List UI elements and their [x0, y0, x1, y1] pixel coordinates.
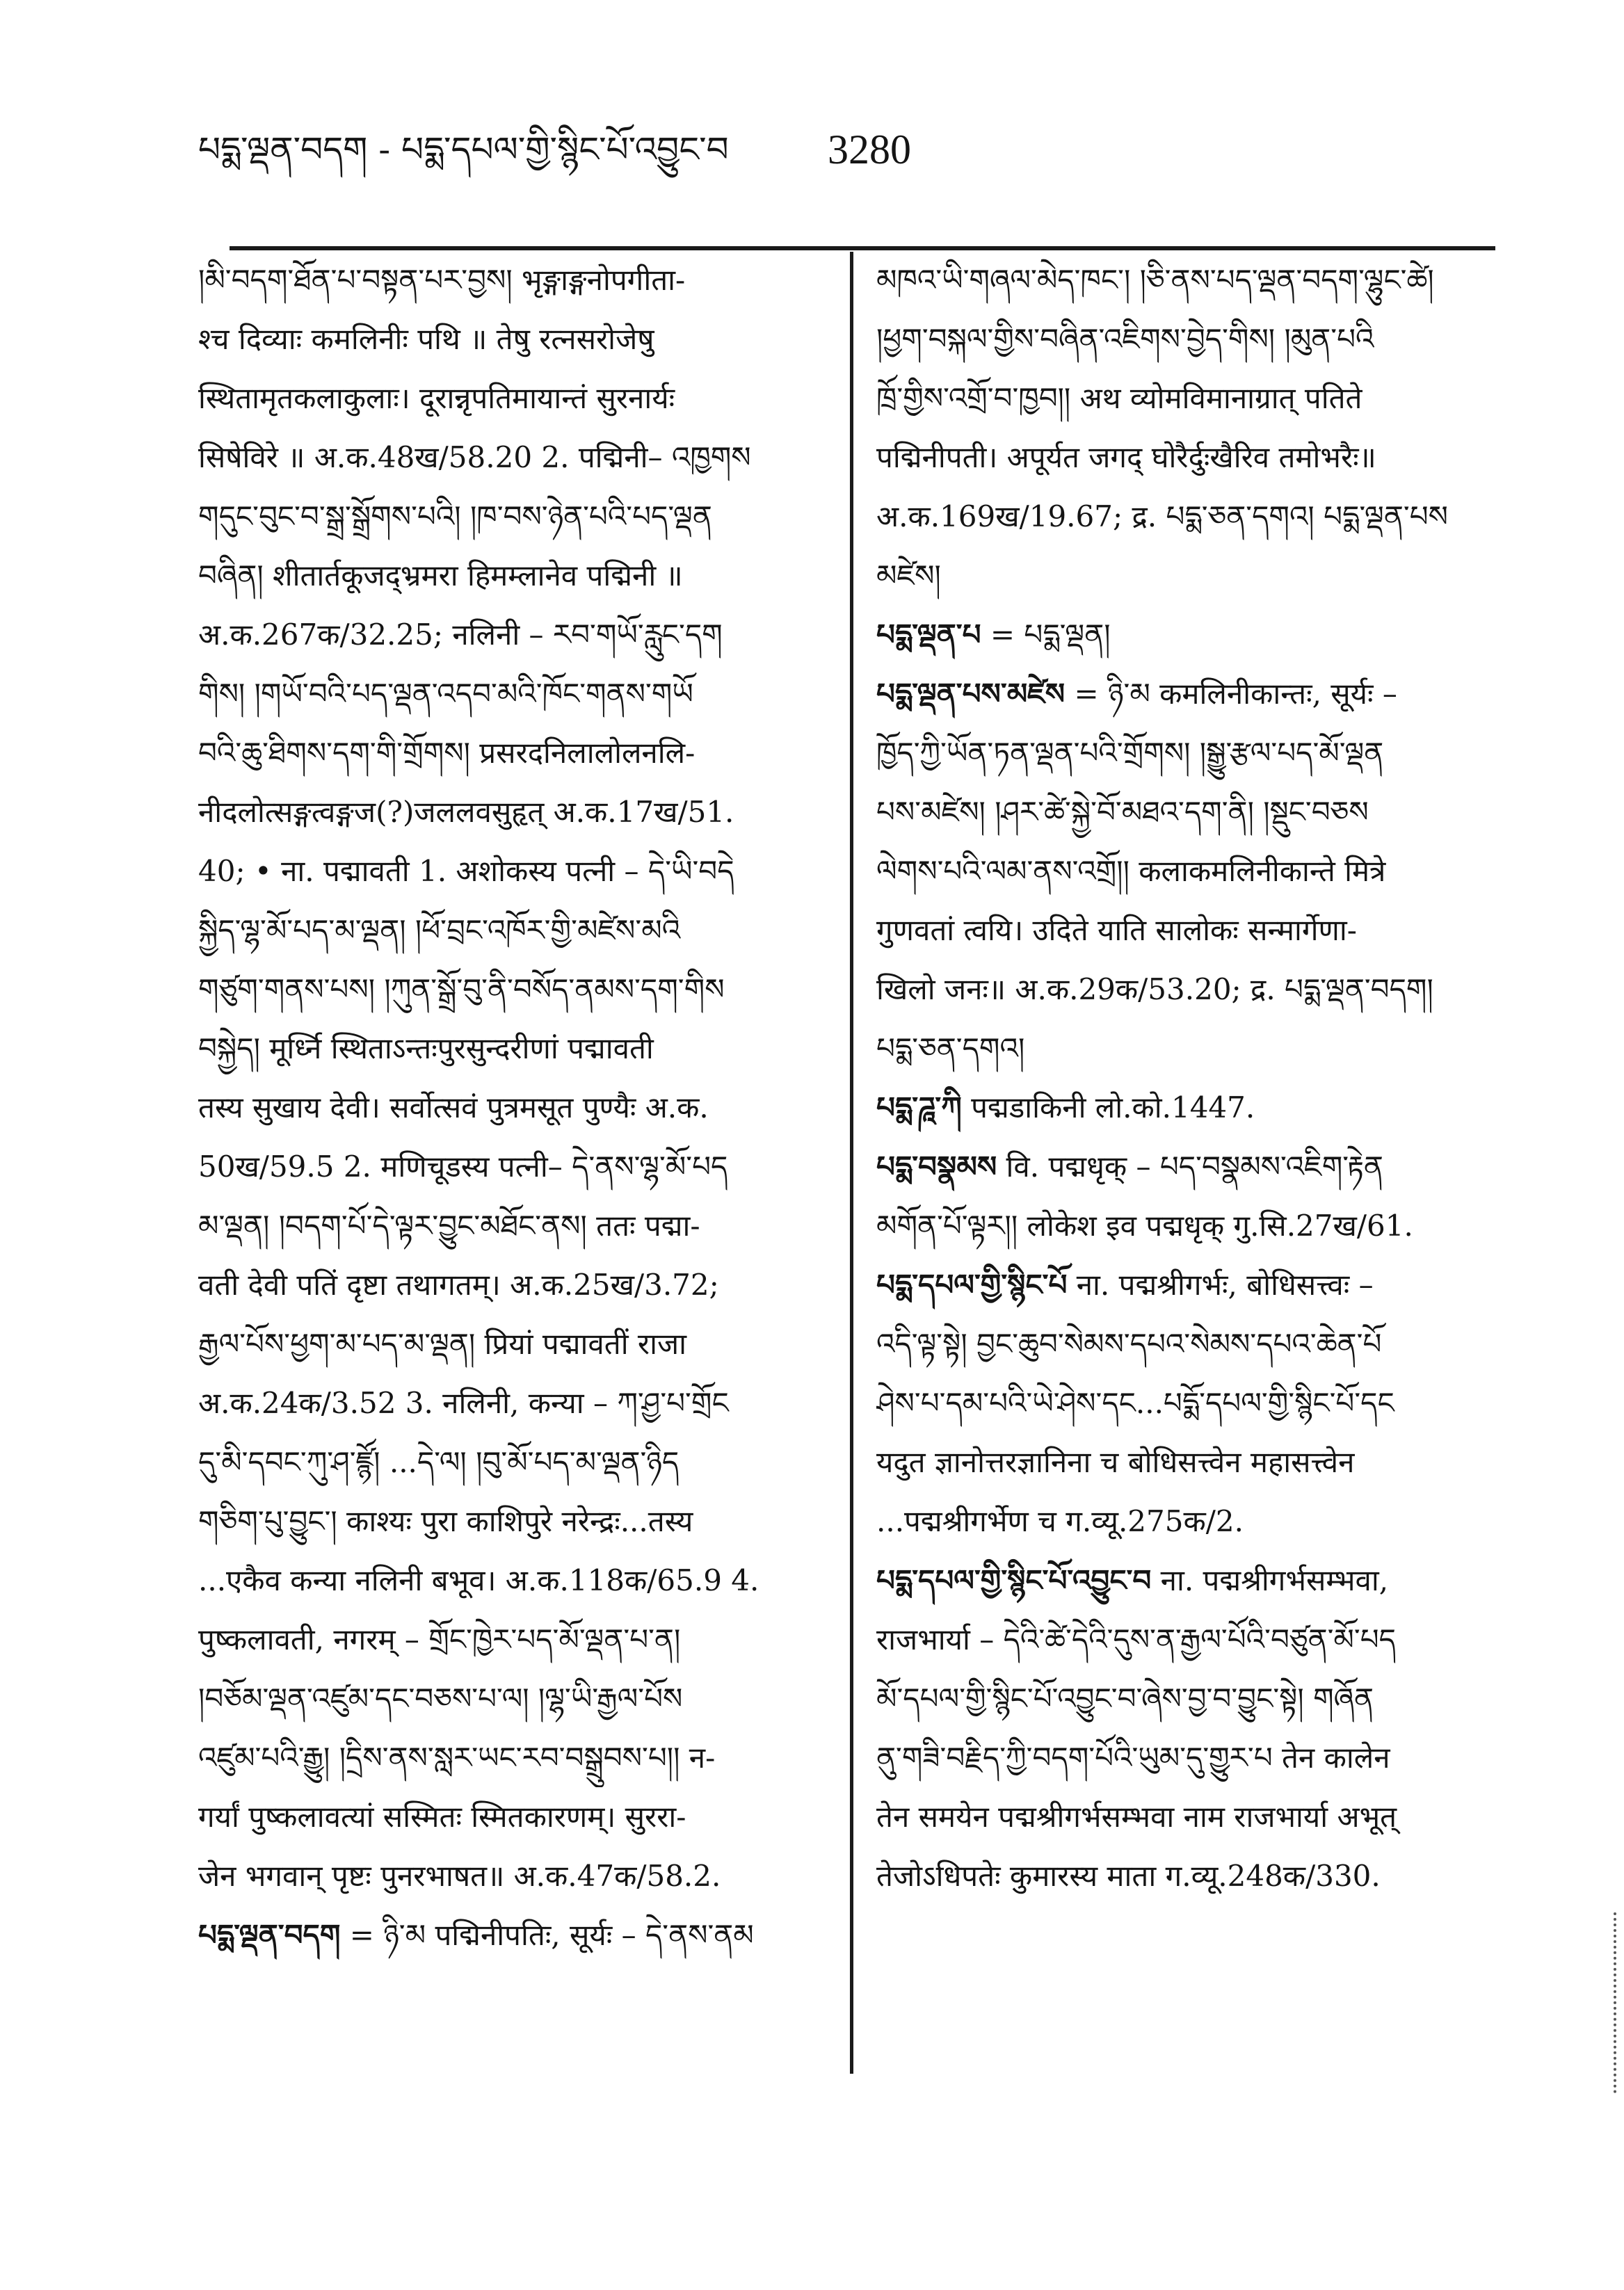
text-line: 40; • ना. पद्मावती 1. अशोकस्य पत्नी – དེ་ཡི་བདེ — [198, 854, 734, 888]
text-line: དུ་མི་དབང་ཀུ་ཤ་ཛྙོ། ...དེ་ལ། །བུ་མོ་པད་མ་ལྡན་ཉིད — [198, 1445, 680, 1479]
text-line: རྒྱལ་པོས་ཕྱག་མ་པད་མ་ལྡན། प्रियां पद्मावतीं राजा — [198, 1327, 687, 1361]
entry-line — [876, 605, 1502, 664]
right-column — [876, 250, 1502, 1905]
text-line: ཁྲོ་གྱིས་འགྲོ་བ་ཁྱབ།། अथ व्योमविमानाग्रात् पतिते — [876, 381, 1362, 415]
text-line: གདུང་བུང་བ་སྒྲ་སྒྲོགས་པའི། །ཁ་བས་ཉེན་པའི་པད་ལྡན — [198, 499, 712, 533]
entry-line — [876, 1078, 1502, 1137]
running-header: པདྨ་ལྡན་བདག - པདྨ་དཔལ་གྱི་སྙིང་པོ་འབྱུང་བ — [198, 129, 729, 170]
entry-text: वि. पद्मधृक् – པད་བསྣམས་འཇིག་རྟེན — [997, 1150, 1383, 1184]
entry-text: = ཉི་མ कमलिनीकान्तः, सूर्यः – — [1065, 677, 1397, 711]
entry-headword: པདྨ་ལྡན་བདག — [198, 1918, 341, 1952]
entry-headword: པདྨ་དཔལ་གྱི་སྙིང་པོ་འབྱུང་བ — [876, 1563, 1152, 1597]
entry-line — [876, 1255, 1502, 1314]
text-line: ཤེས་པ་དམ་པའི་ཡེ་ཤེས་དང...པདྨོ་དཔལ་གྱི་སྙིང་པོ་དང — [876, 1386, 1394, 1420]
entry-text: ना. पद्मश्रीगर्भः, बोधिसत्त्वः – — [1067, 1268, 1374, 1302]
text-line: राजभार्या – དེའི་ཚེ་དེའི་དུས་ན་རྒྱལ་པོའི་བཙུན་མོ་པད — [876, 1622, 1396, 1656]
text-line: पद्मिनीपती। अपूर्यत जगद् घोरैर्दुःखैरिव तमोभरैः॥ — [876, 440, 1376, 474]
text-line: जेन भगवान् पृष्टः पुनरभाषत॥ अ.क.47क/58.2. — [198, 1859, 721, 1893]
text-line: गुणवतां त्वयि। उदिते याति सालोकः सन्मार्गेणा- — [876, 913, 1357, 947]
text-line: མཛེས། — [876, 558, 941, 592]
text-line: གིས། །གཡོ་བའི་པད་ལྡན་འདབ་མའི་ཁོང་གནས་གཡོ — [198, 677, 693, 711]
entry-line — [876, 1551, 1502, 1610]
text-line: गर्यां पुष्कलावत्यां सस्मितः स्मितकारणम्। सुररा- — [198, 1800, 686, 1834]
text-line: स्थितामृतकलाकुलाः। दूरान्नृपतिमायान्तं सुरनार्यः — [198, 381, 675, 415]
text-line: अ.क.24क/3.52 3. नलिनी, कन्या – ཀ་ཤྱ་པ་གྲོང — [198, 1386, 729, 1420]
text-line: तेन समयेन पद्मश्रीगर्भसम्भवा नाम राजभार्या अभूत् — [876, 1800, 1397, 1834]
text-line: श्च दिव्याः कमलिनीः पथि ॥ तेषु रत्नसरोजेषु — [198, 322, 654, 356]
entry-text: ना. पद्मश्रीगर्भसम्भवा, — [1151, 1563, 1389, 1597]
text-line: ཁྱོད་ཀྱི་ཡོན་ཏན་ལྡན་པའི་གྲོགས། །སྒྱུ་རྩལ་པད་མོ་ལྡན — [876, 736, 1384, 770]
entry-headword: པདྨ་ཌཱ་ཀི — [876, 1090, 962, 1124]
text-line: सिषेविरे ॥ अ.क.48ख/58.20 2. पद्मिनी– འཁྱགས — [198, 440, 751, 474]
text-line: यदुत ज्ञानोत्तरज्ञानिना च बोधिसत्त्वेन महासत्त्वेन — [876, 1445, 1355, 1479]
text-line: ལེགས་པའི་ལམ་ནས་འགྲོ།། कलाकमलिनीकान्ते मित्रे — [876, 854, 1386, 888]
entry-line — [876, 664, 1502, 723]
text-line: नीदलोत्सङ्गत्वङ्गज(?)जललवसुहृत् अ.क.17ख/51. — [198, 795, 734, 829]
text-line: མ་ལྡན། །བདག་པོ་དེ་ལྟར་བྱུང་མཐོང་ནས། ततः पद्मा- — [198, 1209, 700, 1243]
text-line: འདི་ལྟ་སྟེ། བྱང་ཆུབ་སེམས་དཔའ་སེམས་དཔའ་ཆེན་པོ — [876, 1327, 1382, 1361]
text-line: པདྨ་ཅན་དགའ། — [876, 1031, 1025, 1065]
text-line: །མི་བདག་ཐོན་པ་བསྟན་པར་བྱས། भृङ्गाङ्गनोपगीता- — [198, 263, 686, 297]
text-line: །ཕྱག་བསྐལ་གྱིས་བཞིན་འཇིགས་བྱེད་གིས། །མུན་པའི — [876, 322, 1374, 356]
entry-text: पद्मडाकिनी लो.को.1447. — [961, 1090, 1255, 1124]
text-line: །བཅོམ་ལྡན་འཛུམ་དང་བཅས་པ་ལ། །ལྷ་ཡི་རྒྱལ་པོས — [198, 1682, 683, 1716]
entry-line — [198, 1905, 828, 1965]
text-line: བའི་ཆུ་ཐིགས་དག་གི་གྲོགས། प्रसरदनिलालोलनलि- — [198, 736, 696, 770]
text-line: གཅིག་པུ་བྱུང་། काश्यः पुरा काशिपुरे नरेन्द्रः...तस्य — [198, 1504, 693, 1538]
text-line: བསྐྱེད། मूर्ध्नि स्थिताऽन्तःपुरसुन्दरीणां पद्मावती — [198, 1031, 654, 1065]
left-column — [198, 250, 828, 1965]
entry-text: = ཉི་མ पद्मिनीपतिः, सूर्यः – དེ་ནས་ནམ — [340, 1918, 754, 1952]
text-line: वती देवी पतिं दृष्टा तथागतम्। अ.क.25ख/3.72; — [198, 1268, 719, 1302]
text-line: तेजोऽधिपतेः कुमारस्य माता ग.व्यू.248क/330. — [876, 1859, 1381, 1893]
text-line: པས་མཛེས། །ཤར་ཚེ་སྐྱེ་བོ་མཐའ་དག་ནི། །སྡུང་བཅས — [876, 795, 1369, 829]
text-line: མོ་དཔལ་གྱི་སྙིང་པོ་འབྱུང་བ་ཞེས་བྱ་བ་བྱུང་སྟེ། གཞོན — [876, 1682, 1374, 1716]
text-line: ནུ་གཟི་བརྗིད་ཀྱི་བདག་པོའི་ཡུམ་དུ་གྱུར་པ तेन कालेन — [876, 1741, 1390, 1775]
text-line: अ.क.169ख/19.67; द्र. པདྨ་ཅན་དགའ། པདྨ་ལྡན་པས — [876, 499, 1448, 533]
text-line: མགོན་པོ་ལྟར།། लोकेश इव पद्मधृक् गु.सि.27ख/61. — [876, 1209, 1413, 1243]
text-line: ...एकैव कन्या नलिनी बभूव। अ.क.118क/65.9 4. — [198, 1563, 759, 1597]
text-line: འཛུམ་པའི་རྒྱུ། །དྲིས་ནས་སླར་ཡང་རབ་བསྒྲུབས་པ།། न- — [198, 1741, 716, 1775]
entry-headword: པདྨ་ལྡན་པས་མཛེས — [876, 677, 1066, 711]
text-line: སྐྱིད་ལྷ་མོ་པད་མ་ལྡན། །ཕོ་བྲང་འཁོར་གྱི་མཛེས་མའི — [198, 913, 681, 947]
text-line: མཁའ་ཡི་གཞལ་མེད་ཁང་། །ཅི་ནས་པད་ལྡན་བདག་ལྷུང་ཚེ། — [876, 263, 1434, 297]
entry-headword: པདྨ་དཔལ་གྱི་སྙིང་པོ — [876, 1268, 1068, 1302]
page-number: 3280 — [828, 127, 911, 172]
text-line: अ.क.267क/32.25; नलिनी – རབ་གཡོ་རླུང་དག — [198, 618, 723, 652]
text-line: གཙུག་གནས་པས། །ཀུན་སྒྲོ་བུ་ནི་བསོད་ནམས་དག་གིས — [198, 972, 725, 1006]
scan-edge-mark — [1614, 1912, 1621, 2093]
text-line: བཞིན། शीतार्तकूजद्भ्रमरा हिमम्लानेव पद्मिनी ॥ — [198, 558, 683, 592]
text-line: तस्य सुखाय देवी। सर्वोत्सवं पुत्रमसूत पुण्यैः अ.क. — [198, 1090, 709, 1124]
entry-headword: པདྨ་བསྣམས — [876, 1150, 997, 1184]
column-divider — [850, 252, 853, 2074]
text-line: 50ख/59.5 2. मणिचूडस्य पत्नी– དེ་ནས་ལྷ་མོ་པད — [198, 1150, 728, 1184]
entry-headword: པདྨ་ལྡན་པ — [876, 618, 981, 652]
entry-line — [876, 1137, 1502, 1196]
entry-text: = པདྨ་ལྡན། — [981, 618, 1111, 652]
text-line: ...पद्मश्रीगर्भेण च ग.व्यू.275क/2. — [876, 1504, 1244, 1538]
text-line: खिलो जनः॥ अ.क.29क/53.20; द्र. པདྨ་ལྡན་བདག། — [876, 972, 1433, 1006]
text-line: पुष्कलावती, नगरम् – གྲོང་ཁྱེར་པད་མོ་ལྡན་པ་ན། — [198, 1622, 681, 1656]
